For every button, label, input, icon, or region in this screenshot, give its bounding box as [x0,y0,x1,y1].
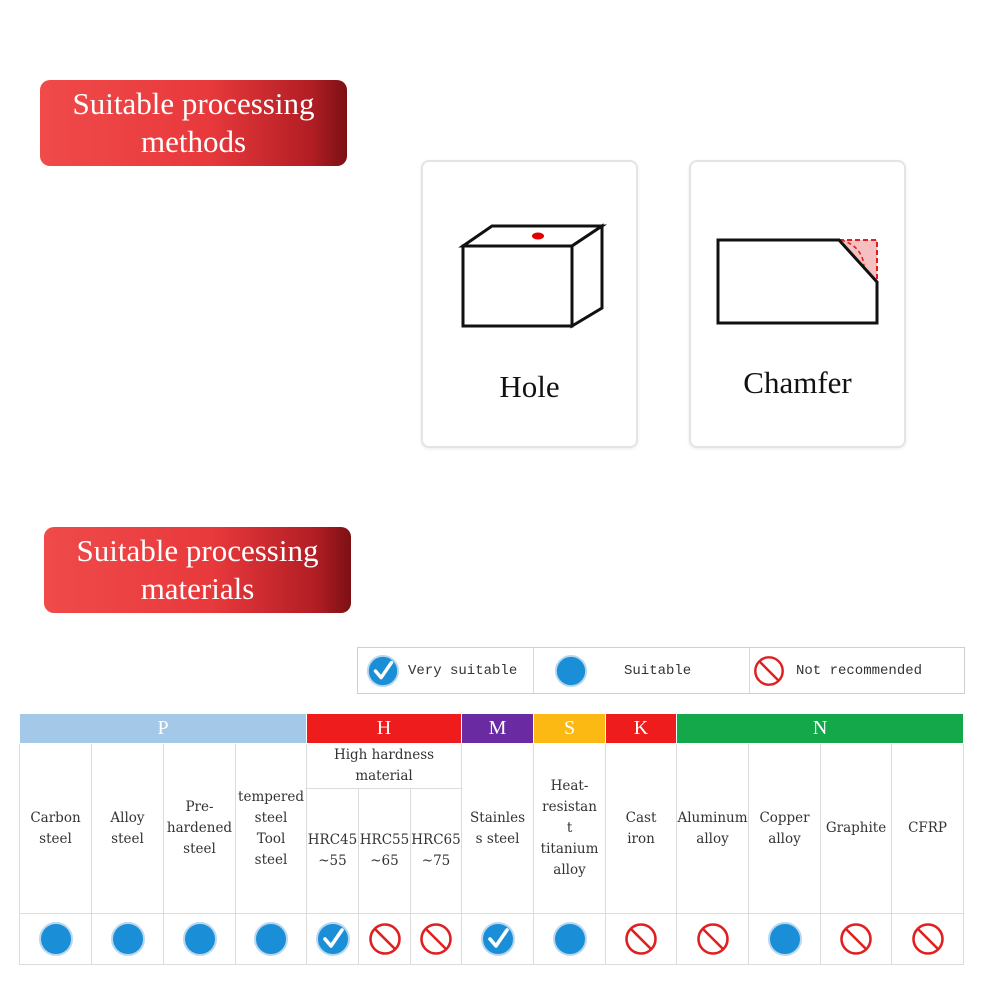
prohibited-icon [910,921,946,957]
group-h: H [307,714,462,744]
materials-banner-title: Suitable processing materials [76,533,319,606]
group-s: S [534,714,606,744]
material-prehardened-steel: Pre- hardened steel [164,744,236,914]
prohibited-icon [695,921,731,957]
rating-cell [892,914,964,965]
legend-suitable [534,648,750,693]
material-high-hardness: High hardness material [307,744,462,789]
prohibited-icon [752,654,786,688]
legend-very-suitable-label: Very suitable [408,662,518,679]
rating-cell [164,914,236,965]
rating-cell [606,914,677,965]
rating-cell [677,914,749,965]
material-copper-alloy: Copper alloy [749,744,821,914]
hole-method-card [421,160,638,448]
rating-cell [20,914,92,965]
group-n: N [677,714,964,744]
methods-banner-title: Suitable processing methods [72,86,315,159]
material-suitability-table [19,713,964,965]
rating-legend [357,647,965,694]
group-header-row [20,714,964,744]
material-carbon-steel: Carbon steel [20,744,92,914]
filled-circle-icon [253,921,289,957]
materials-banner [44,527,351,613]
rating-cell [359,914,411,965]
rating-cell [411,914,462,965]
rating-cell [236,914,307,965]
prohibited-icon [623,921,659,957]
rating-row [20,914,964,965]
group-m: M [462,714,534,744]
prohibited-icon [367,921,403,957]
material-names-row [20,744,964,789]
group-k: K [606,714,677,744]
prohibited-icon [838,921,874,957]
filled-circle-icon [552,921,588,957]
material-alloy-steel: Alloy steel [92,744,164,914]
material-hrc65-75: HRC65 ~75 [411,789,462,914]
rating-cell [749,914,821,965]
legend-very-suitable [358,648,534,693]
material-stainless-steel: Stainles s steel [462,744,534,914]
rating-cell [307,914,359,965]
legend-not-recommended-label: Not recommended [796,662,923,679]
hole-label: Hole [499,369,560,404]
methods-banner [40,80,347,166]
legend-not-recommended [750,648,964,693]
material-cfrp: CFRP [892,744,964,914]
material-hrc45-55: HRC45 ~55 [307,789,359,914]
material-heat-resistant-titanium: Heat- resistan t titanium alloy [534,744,606,914]
prohibited-icon [418,921,454,957]
check-circle-icon [366,654,400,688]
chamfer-label: Chamfer [743,365,852,400]
chamfer-diagram-icon [691,162,904,446]
rating-cell [92,914,164,965]
filled-circle-icon [182,921,218,957]
group-p: P [20,714,307,744]
check-circle-icon [315,921,351,957]
material-cast-iron: Cast iron [606,744,677,914]
check-circle-icon [480,921,516,957]
filled-circle-icon [767,921,803,957]
filled-circle-icon [38,921,74,957]
material-graphite: Graphite [821,744,892,914]
chamfer-method-card [689,160,906,448]
rating-cell [821,914,892,965]
legend-suitable-label: Suitable [624,662,692,679]
filled-circle-icon [110,921,146,957]
rating-cell [534,914,606,965]
material-aluminum-alloy: Aluminum alloy [677,744,749,914]
rating-cell [462,914,534,965]
material-hrc55-65: HRC55 ~65 [359,789,411,914]
material-tempered-tool-steel: tempered steel Tool steel [236,744,307,914]
filled-circle-icon [554,654,588,688]
